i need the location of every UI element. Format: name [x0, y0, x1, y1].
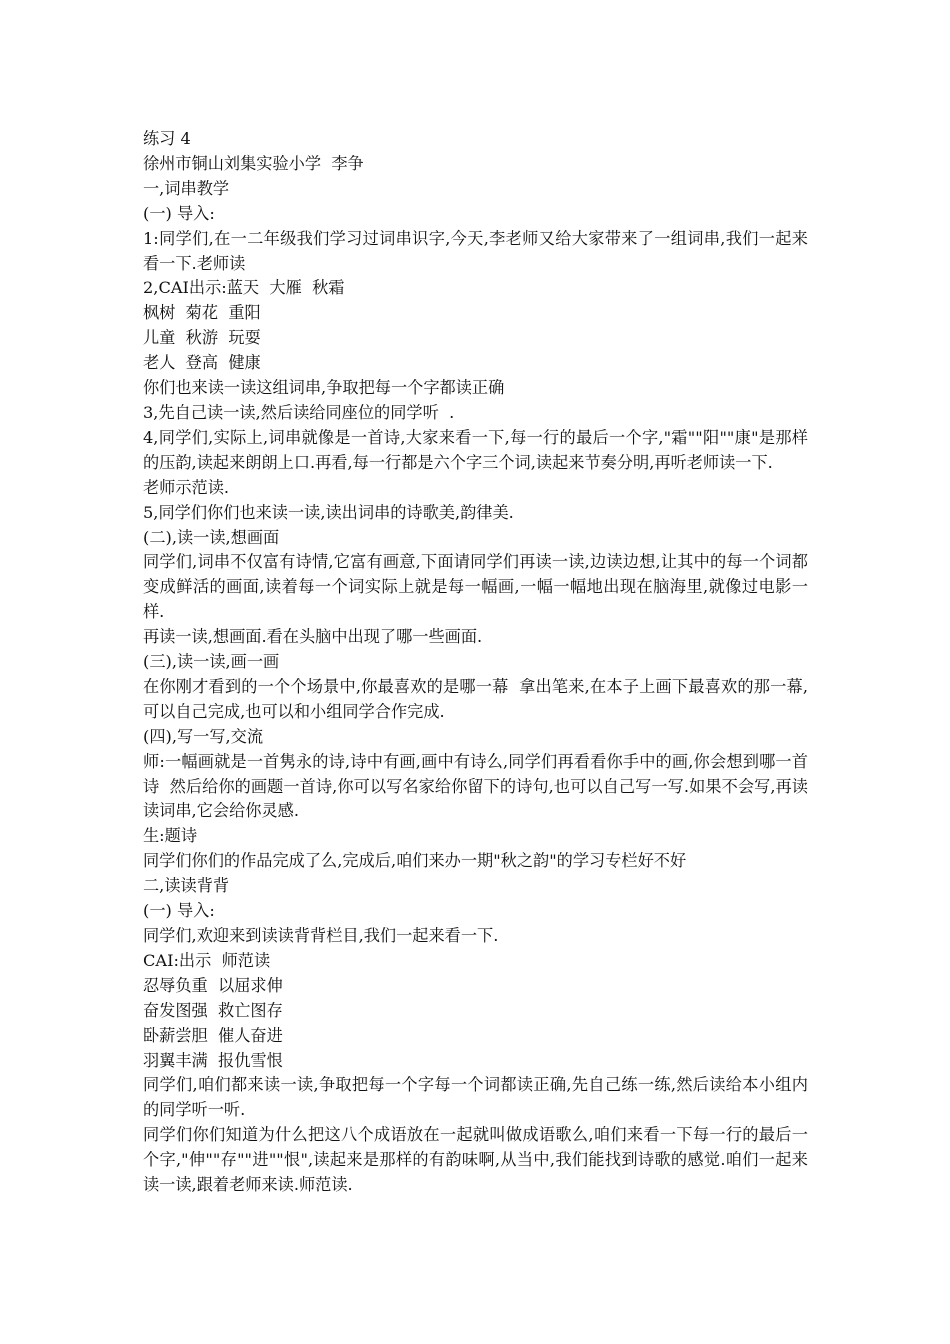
- paragraph: 在你刚才看到的一个个场景中,你最喜欢的是哪一幕 拿出笔来,在本子上画下最喜欢的那一幕,可以自己完成,也可以和小组同学合作完成.: [143, 676, 808, 721]
- paragraph: 同学们你们的作品完成了么,完成后,咱们来办一期"秋之韵"的学习专栏好不好: [143, 851, 687, 871]
- word-list-line: 老人 登高 健康: [143, 353, 261, 373]
- idiom-line: 忍辱负重 以屈求伸: [143, 975, 283, 995]
- paragraph: 同学们,欢迎来到读读背背栏目,我们一起来看一下.: [143, 926, 499, 945]
- idiom-line: 羽翼丰满 报仇雪恨: [143, 1050, 283, 1070]
- paragraph: 同学们你们知道为什么把这八个成语放在一起就叫做成语歌么,咱们来看一下每一行的最后一个字,"伸""存""进""恨",读起来是那样的有韵味啊,从当中,我们能找到诗歌的感觉.咱们一起来读一读,跟着老师来读.师范读.: [143, 1125, 808, 1195]
- paragraph: 老师示范读.: [143, 477, 230, 497]
- paragraph: 同学们,词串不仅富有诗情,它富有画意,下面请同学们再读一读,边读边想,让其中的每一个词都变成鲜活的画面,读着每一个词实际上就是每一幅画,一幅一幅地出现在脑海里,就像过电影一样.: [143, 552, 808, 622]
- subsection-heading: (一) 导入:: [143, 901, 215, 921]
- subsection-heading: (三),读一读,画一画: [143, 652, 280, 672]
- document-title: 练习 4: [143, 129, 191, 148]
- subsection-heading: (一) 导入:: [143, 203, 215, 223]
- paragraph: 同学们,咱们都来读一读,争取把每一个字每一个词都读正确,先自己练一练,然后读给本小组内的同学听一听.: [143, 1075, 808, 1120]
- paragraph: 1:同学们,在一二年级我们学习过词串识字,今天,李老师又给大家带来了一组词串,我们一起来看一下.老师读: [143, 228, 808, 273]
- idiom-line: 奋发图强 救亡图存: [143, 1000, 283, 1020]
- word-list-line: 2,CAI出示:蓝天 大雁 秋霜: [143, 278, 345, 298]
- subsection-heading: (二),读一读,想画面: [143, 527, 280, 547]
- section-heading-2: 二,读读背背: [143, 876, 230, 896]
- paragraph: 你们也来读一读这组词串,争取把每一个字都读正确: [143, 378, 505, 398]
- paragraph: 师:一幅画就是一首隽永的诗,诗中有画,画中有诗么,同学们再看看你手中的画,你会想到哪一首诗 然后给你的画题一首诗,你可以写名家给你留下的诗句,也可以自己写一写.如果不会写,再读读词串,它会给你灵感.: [143, 751, 808, 821]
- author-line: 徐州市铜山刘集实验小学 李争: [143, 153, 364, 173]
- subsection-heading: (四),写一写,交流: [143, 726, 264, 746]
- idiom-line: 卧薪尝胆 催人奋进: [143, 1025, 283, 1045]
- word-list-line: 儿童 秋游 玩耍: [143, 328, 261, 348]
- document-page: [143, 127, 808, 1198]
- paragraph: 再读一读,想画面.看在头脑中出现了哪一些画面.: [143, 627, 483, 647]
- paragraph: 3,先自己读一读,然后读给同座位的同学听 .: [143, 402, 455, 422]
- paragraph: CAI:出示 师范读: [143, 950, 271, 970]
- section-heading-1: 一,词串教学: [143, 178, 230, 198]
- paragraph: 生:题诗: [143, 826, 198, 846]
- word-list-line: 枫树 菊花 重阳: [143, 303, 261, 323]
- paragraph: 5,同学们你们也来读一读,读出词串的诗歌美,韵律美.: [143, 502, 514, 522]
- paragraph: 4,同学们,实际上,词串就像是一首诗,大家来看一下,每一行的最后一个字,"霜""阳""康"是那样的压韵,读起来朗朗上口.再看,每一行都是六个字三个词,读起来节奏分明,再听老师读一下.: [143, 427, 808, 472]
